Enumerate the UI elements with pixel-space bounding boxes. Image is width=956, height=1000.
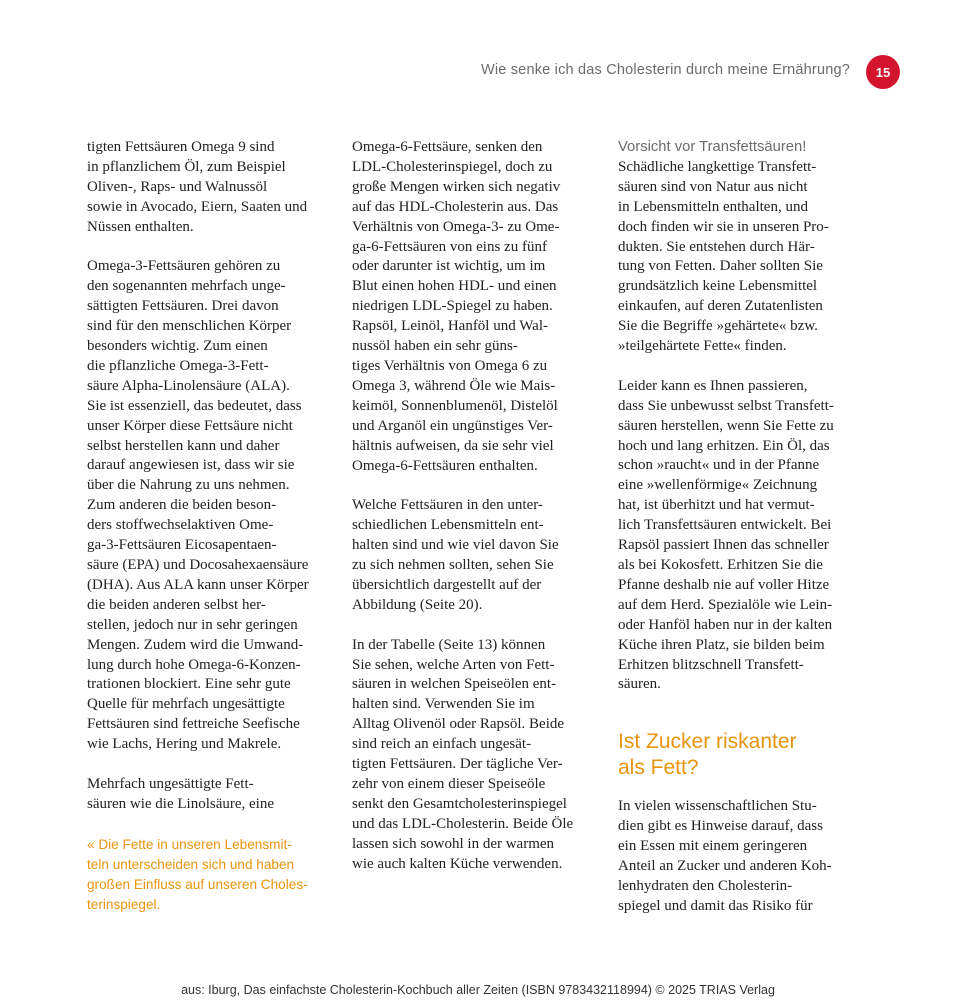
text-line: Sie die Begriffe »gehärtete« bzw.	[618, 318, 818, 335]
text-line: zehr von einem dieser Speiseöle	[352, 775, 546, 792]
paragraph	[352, 636, 592, 875]
text-line: als Fett?	[618, 756, 699, 780]
text-line: auf dem Herd. Spezialöle wie Lein-	[618, 596, 833, 613]
text-line: schon »raucht« und in der Pfanne	[618, 457, 820, 474]
text-line: säure Alpha-Linolensäure (ALA).	[87, 377, 290, 394]
text-line: Blut einen hohen HDL- und einen	[352, 278, 557, 295]
subheading: Vorsicht vor Transfettsäuren!	[618, 139, 807, 155]
text-line: oder Hanföl haben nur in der kalten	[618, 616, 833, 633]
text-line: Schädliche langkettige Transfett-	[618, 158, 817, 175]
text-line: lung durch hohe Omega-6-Konzen-	[87, 656, 301, 673]
text-line: ga-6-Fettsäuren von eins zu fünf	[352, 238, 547, 255]
text-line: dass Sie unbewusst selbst Transfett-	[618, 397, 834, 414]
text-line: Rapsöl passiert Ihnen das schneller	[618, 537, 829, 554]
text-line: In der Tabelle (Seite 13) können	[352, 636, 546, 653]
text-line: Omega-6-Fettsäure, senken den	[352, 139, 543, 155]
paragraph	[87, 775, 327, 815]
paragraph	[618, 377, 858, 696]
text-line: zu sich nehmen sollten, sehen Sie	[352, 557, 554, 574]
text-line: und das LDL-Cholesterin. Beide Öle	[352, 815, 574, 832]
paragraph	[87, 257, 327, 755]
pull-quote	[87, 835, 327, 915]
page-number-badge: 15	[866, 55, 900, 89]
text-line: In vielen wissenschaftlichen Stu-	[618, 798, 817, 815]
paragraph	[618, 797, 858, 916]
text-line: säuren.	[618, 676, 661, 693]
text-line: senkt den Gesamtcholesterinspiegel	[352, 795, 567, 812]
text-line: übersichtlich dargestellt auf der	[352, 576, 542, 593]
text-line: säuren sind von Natur aus nicht	[618, 178, 808, 195]
text-line: einkaufen, auf deren Zutatenlisten	[618, 298, 823, 315]
text-line: tigten Fettsäuren. Der tägliche Ver-	[352, 756, 563, 773]
text-line: und Arganöl ein ungünstiges Ver-	[352, 417, 553, 434]
text-line: säuren in welchen Speiseölen ent-	[352, 676, 557, 693]
text-line: Mengen. Zudem wird die Umwand-	[87, 636, 304, 653]
text-line: spiegel und damit das Risiko für	[618, 897, 813, 914]
text-line: terinspiegel.	[87, 896, 161, 912]
text-line: Alltag Olivenöl oder Rapsöl. Beide	[352, 716, 565, 733]
text-line: sättigten Fettsäuren. Drei davon	[87, 298, 279, 315]
text-line: Erhitzen blitzschnell Transfett-	[618, 656, 804, 673]
text-line: trationen blockiert. Eine sehr gute	[87, 676, 291, 693]
text-line: Rapsöl, Leinöl, Hanföl und Wal-	[352, 318, 548, 335]
text-line: teln unterscheiden sich und haben	[87, 856, 295, 872]
text-line: die pflanzliche Omega-3-Fett-	[87, 357, 269, 374]
text-line: den sogenannten mehrfach unge-	[87, 278, 286, 295]
text-line: Oliven-, Raps- und Walnussöl	[87, 178, 268, 195]
text-line: Abbildung (Seite 20).	[352, 596, 483, 613]
section-heading	[618, 695, 858, 797]
column-3	[618, 138, 858, 917]
text-line: hoch und lang erhitzen. Ein Öl, das	[618, 437, 830, 454]
text-line: sowie in Avocado, Eiern, Saaten und	[87, 198, 308, 215]
text-line: LDL-Cholesterinspiegel, doch zu	[352, 158, 553, 175]
text-line: Sie ist essenziell, das bedeutet, dass	[87, 397, 302, 414]
text-line: Nüssen enthalten.	[87, 218, 194, 235]
text-line: lich Transfettsäuren entwickelt. Bei	[618, 517, 832, 534]
paragraph	[618, 158, 858, 357]
text-line: keimöl, Sonnenblumenöl, Distelöl	[352, 397, 558, 414]
text-line: wie auch kalten Küche verwenden.	[352, 855, 563, 872]
text-line: tung von Fetten. Daher sollten Sie	[618, 258, 823, 275]
text-line: große Mengen wirken sich negativ	[352, 178, 561, 195]
text-line: »teilgehärtete Fette« finden.	[618, 338, 787, 355]
text-line: Omega-6-Fettsäuren enthalten.	[352, 457, 538, 474]
text-line: ein Essen mit einem geringeren	[618, 838, 808, 855]
text-line: Omega 3, während Öle wie Mais-	[352, 377, 556, 394]
text-line: halten sind und wie viel davon Sie	[352, 537, 559, 554]
text-line: schiedlichen Lebensmitteln ent-	[352, 517, 544, 534]
paragraph	[352, 496, 592, 615]
text-line: nussöl haben ein sehr güns-	[352, 338, 518, 355]
text-line: lenhydraten den Cholesterin-	[618, 877, 793, 894]
text-line: großen Einfluss auf unseren Choles-	[87, 876, 308, 892]
text-line: über die Nahrung zu uns nehmen.	[87, 477, 290, 494]
text-line: stellen, jedoch nur in sehr geringen	[87, 616, 298, 633]
text-line: Anteil an Zucker und anderen Koh-	[618, 858, 832, 875]
column-2	[352, 138, 592, 875]
text-line: eine »wellenförmige« Zeichnung	[618, 477, 818, 494]
paragraph	[352, 138, 592, 476]
text-line: Leider kann es Ihnen passieren,	[618, 377, 808, 394]
text-line: Quelle für mehrfach ungesättigte	[87, 696, 285, 713]
text-line: wie Lachs, Hering und Makrele.	[87, 736, 282, 753]
text-line: doch finden wir sie in unseren Pro-	[618, 218, 829, 235]
text-line: « Die Fette in unseren Lebensmit-	[87, 836, 292, 852]
text-line: Fettsäuren sind fettreiche Seefische	[87, 716, 300, 733]
text-line: Pfanne deshalb nie auf voller Hitze	[618, 576, 830, 593]
text-line: niedrigen LDL-Spiegel zu haben.	[352, 298, 553, 315]
text-line: die beiden anderen selbst her-	[87, 596, 266, 613]
text-line: Welche Fettsäuren in den unter-	[352, 497, 543, 514]
text-line: tiges Verhältnis von Omega 6 zu	[352, 357, 548, 374]
text-line: Küche ihren Platz, sie bilden beim	[618, 636, 825, 653]
column-1	[87, 138, 327, 915]
text-line: dien gibt es Hinweise darauf, dass	[618, 818, 823, 835]
text-line: darauf angewiesen ist, dass wir sie	[87, 457, 295, 474]
text-line: sind reich an einfach ungesät-	[352, 736, 532, 753]
text-line: (DHA). Aus ALA kann unser Körper	[87, 576, 309, 593]
text-line: tigten Fettsäuren Omega 9 sind	[87, 139, 275, 155]
text-line: dukten. Sie entstehen durch Här-	[618, 238, 815, 255]
text-line: Omega-3-Fettsäuren gehören zu	[87, 258, 281, 275]
text-line: halten sind. Verwenden Sie im	[352, 696, 535, 713]
text-line: hältnis aufweisen, da sie sehr viel	[352, 437, 554, 454]
text-line: grundsätzlich keine Lebensmittel	[618, 278, 818, 295]
text-line: säuren herstellen, wenn Sie Fette zu	[618, 417, 834, 434]
text-line: säuren wie die Linolsäure, eine	[87, 795, 275, 812]
text-line: selbst herstellen kann und daher	[87, 437, 280, 454]
text-line: unser Körper diese Fettsäure nicht	[87, 417, 293, 434]
text-line: in Lebensmitteln enthalten, und	[618, 198, 808, 215]
text-line: als bei Kokosfett. Erhitzen Sie die	[618, 557, 823, 574]
text-line: ga-3-Fettsäuren Eicosapentaen-	[87, 537, 277, 554]
text-line: lassen sich sowohl in der warmen	[352, 835, 555, 852]
paragraph	[87, 138, 327, 238]
text-line: säure (EPA) und Docosahexaensäure	[87, 557, 309, 574]
text-line: Verhältnis von Omega-3- zu Ome-	[352, 218, 560, 235]
text-line: Zum anderen die beiden beson-	[87, 497, 277, 514]
text-line: in pflanzlichem Öl, zum Beispiel	[87, 158, 286, 175]
text-line: Ist Zucker riskanter	[618, 730, 797, 754]
footer-citation: aus: Iburg, Das einfachste Cholesterin-Kochbuch aller Zeiten (ISBN 9783432118994) © 2025 TRIAS Verlag	[181, 983, 775, 997]
text-line: besonders wichtig. Zum einen	[87, 338, 268, 355]
text-line: Mehrfach ungesättigte Fett-	[87, 775, 254, 792]
text-line: Sie sehen, welche Arten von Fett-	[352, 656, 555, 673]
text-line: auf das HDL-Cholesterin aus. Das	[352, 198, 559, 215]
text-line: oder darunter ist wichtig, um im	[352, 258, 546, 275]
running-head: Wie senke ich das Cholesterin durch meine Ernährung?	[480, 62, 850, 78]
text-line: ders stoffwechselaktiven Ome-	[87, 517, 274, 534]
text-line: sind für den menschlichen Körper	[87, 318, 292, 335]
text-line: hat, ist überhitzt und hat vermut-	[618, 497, 815, 514]
